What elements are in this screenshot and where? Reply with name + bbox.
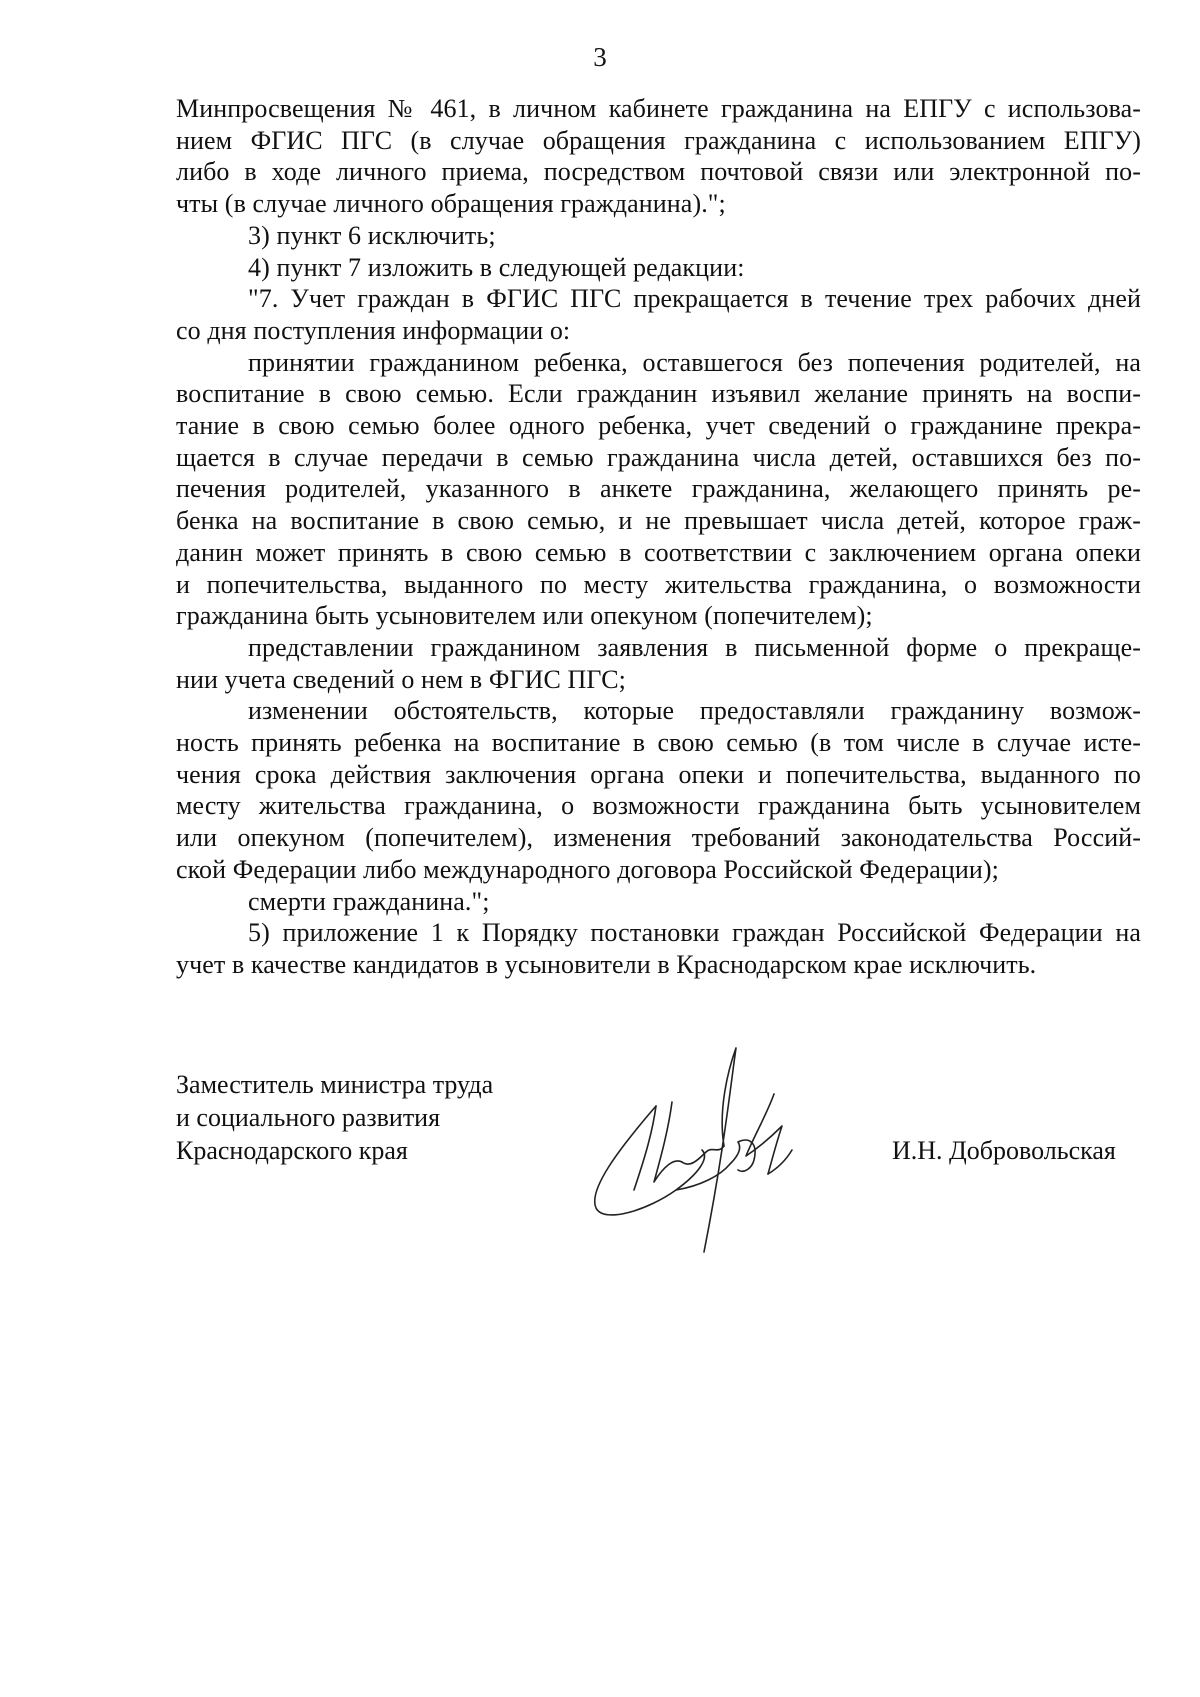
paragraph-point-7 [176, 283, 1141, 346]
text-line: 3) пункт 6 исключить; [248, 220, 496, 250]
text-line: тание в свою семью более одного ребенка, учет сведений о гражданине прекра- [176, 411, 1141, 441]
signatory-name: И.Н. Добровольская [892, 1136, 1116, 1165]
paragraph-item-5 [176, 917, 1141, 980]
text-line: Минпросвещения № 461, в личном кабинете гражданина на ЕПГУ с использова- [176, 94, 1141, 123]
page-number: 3 [593, 42, 607, 72]
paragraph-death [176, 886, 1141, 918]
signatory-position [176, 1068, 493, 1167]
signature-stroke [746, 1094, 782, 1174]
text-line: щается в случае передачи в семью гражданина числа детей, оставшихся без по- [176, 442, 1141, 472]
handwritten-signature [578, 1040, 818, 1260]
document-body [176, 93, 1141, 981]
text-line: ской Федерации либо международного договора Российской Федерации); [176, 854, 1000, 884]
text-line: изменении обстоятельств, которые предоставляли гражданину возмож- [248, 696, 1141, 726]
text-line: ность принять ребенка на воспитание в свою семью (в том числе в случае исте- [176, 728, 1141, 758]
text-line: чты (в случае личного обращения гражданина)."; [176, 189, 726, 219]
paragraph-adoption [176, 347, 1141, 632]
text-line: нием ФГИС ПГС (в случае обращения гражданина с использованием ЕПГУ) [176, 125, 1141, 155]
paragraph-continuation [176, 93, 1141, 220]
position-line: Краснодарского края [176, 1136, 408, 1165]
signature-stroke [654, 1102, 682, 1182]
text-line: смерти гражданина."; [248, 886, 490, 916]
paragraph-item-3 [176, 220, 1141, 252]
text-line: 4) пункт 7 изложить в следующей редакции: [248, 252, 745, 282]
text-line: "7. Учет граждан в ФГИС ПГС прекращается в течение трех рабочих дней [248, 284, 1141, 314]
text-line: месту жительства гражданина, о возможности гражданина быть усыновителем [176, 791, 1141, 821]
text-line: и попечительства, выданного по месту жительства гражданина, о возможности [176, 569, 1141, 599]
text-line: учет в качестве кандидатов в усыновители в Краснодарском крае исключить. [176, 949, 1037, 979]
text-line: со дня поступления информации о: [176, 315, 571, 345]
text-line: либо в ходе личного приема, посредством почтовой связи или электронной по- [176, 157, 1141, 187]
signature-stroke [676, 1140, 755, 1190]
text-line: воспитание в свою семью. Если гражданин изъявил желание принять на воспи- [176, 379, 1141, 409]
text-line: гражданина быть усыновителем или опекуном (попечителем); [176, 601, 873, 631]
signature-stroke [595, 1106, 705, 1215]
paragraph-application [176, 632, 1141, 695]
text-line: бенка на воспитание в свою семью, и не превышает числа детей, которое граж- [176, 506, 1141, 536]
position-line: Заместитель министра труда [176, 1070, 494, 1099]
text-line: или опекуном (попечителем), изменения требований законодательства Россий- [176, 823, 1141, 853]
text-line: нии учета сведений о нем в ФГИС ПГС; [176, 664, 626, 694]
paragraph-item-4 [176, 252, 1141, 284]
text-line: печения родителей, указанного в анкете гражданина, желающего принять ре- [176, 474, 1141, 504]
text-line: представлении гражданином заявления в письменной форме о прекраще- [248, 632, 1141, 662]
text-line: принятии гражданином ребенка, оставшегося без попечения родителей, на [248, 347, 1141, 377]
text-line: чения срока действия заключения органа опеки и попечительства, выданного по [176, 759, 1141, 789]
text-line: 5) приложение 1 к Порядку постановки граждан Российской Федерации на [248, 918, 1141, 948]
position-line: и социального развития [176, 1103, 441, 1132]
text-line: данин может принять в свою семью в соответствии с заключением органа опеки [176, 537, 1141, 567]
paragraph-circumstances [176, 695, 1141, 885]
